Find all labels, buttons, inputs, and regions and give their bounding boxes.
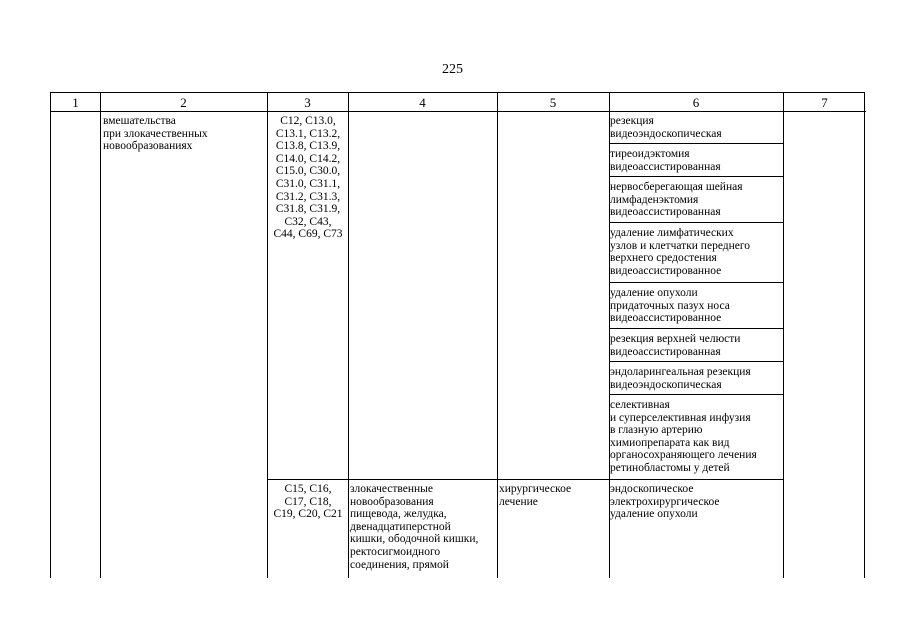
- header-cell-2: 2: [180, 95, 187, 110]
- column-divider: [497, 93, 498, 578]
- header-cell-4: 4: [419, 95, 426, 110]
- procedure-cell: тиреоидэктомия видеоассистированная: [610, 148, 721, 173]
- header-divider: [51, 111, 866, 112]
- row-divider: [609, 282, 783, 283]
- header-cell-3: 3: [304, 95, 311, 110]
- treatment-type-cell: хирургическое лечение: [499, 483, 572, 508]
- column-divider: [783, 93, 784, 578]
- row-divider: [609, 222, 783, 223]
- procedure-cell: удаление опухоли придаточных пазух носа видеоассистированное: [610, 287, 730, 325]
- row-divider: [609, 143, 783, 144]
- diagnosis-description-cell: злокачественные новообразования пищевода, желудка, двенадцатиперстной кишки, ободочной кишки, ректосигмоидного соединения, прямой: [350, 483, 479, 571]
- procedure-cell: резекция верхней челюсти видеоассистированная: [610, 333, 741, 358]
- header-cell-1: 1: [72, 95, 79, 110]
- page-number: 225: [442, 62, 463, 77]
- header-cell-7: 7: [821, 95, 828, 110]
- procedure-cell: эндоларингеальная резекция видеоэндоскопическая: [610, 366, 751, 391]
- header-cell-5: 5: [549, 95, 557, 110]
- row-divider: [609, 176, 783, 177]
- diagnosis-codes-cell: C15, C16, C17, C18, C19, C20, C21: [273, 483, 343, 521]
- row-divider: [267, 479, 783, 480]
- row-divider: [609, 361, 783, 362]
- procedure-cell: резекция видеоэндоскопическая: [610, 115, 722, 140]
- row-divider: [609, 394, 783, 395]
- row-divider: [609, 328, 783, 329]
- diagnosis-codes-cell: C12, C13.0, C13.1, C13.2, C13.8, C13.9, C14.0, C14.2, C15.0, C30.0, C31.0, C31.1, C31.2, C31.3, C31.8, C31.9, C32, C43, C44, C69, C73: [273, 115, 343, 241]
- procedure-cell: эндоскопическое электрохирургическое удаление опухоли: [610, 483, 720, 521]
- procedure-cell: селективная и суперселективная инфузия в глазную артерию химиопрепарата как вид органосохраняющего лечения ретинобластомы у детей: [610, 399, 757, 474]
- procedure-cell: нервосберегающая шейная лимфаденэктомия видеоассистированная: [610, 181, 743, 219]
- column-divider: [100, 93, 101, 578]
- procedures-table: [50, 92, 865, 578]
- intervention-group-cell: вмешательства при злокачественных новообразованиях: [103, 115, 208, 153]
- column-divider: [348, 93, 349, 578]
- header-cell-6: 6: [692, 95, 700, 110]
- procedure-cell: удаление лимфатических узлов и клетчатки переднего верхнего средостения видеоассистированное: [610, 227, 751, 277]
